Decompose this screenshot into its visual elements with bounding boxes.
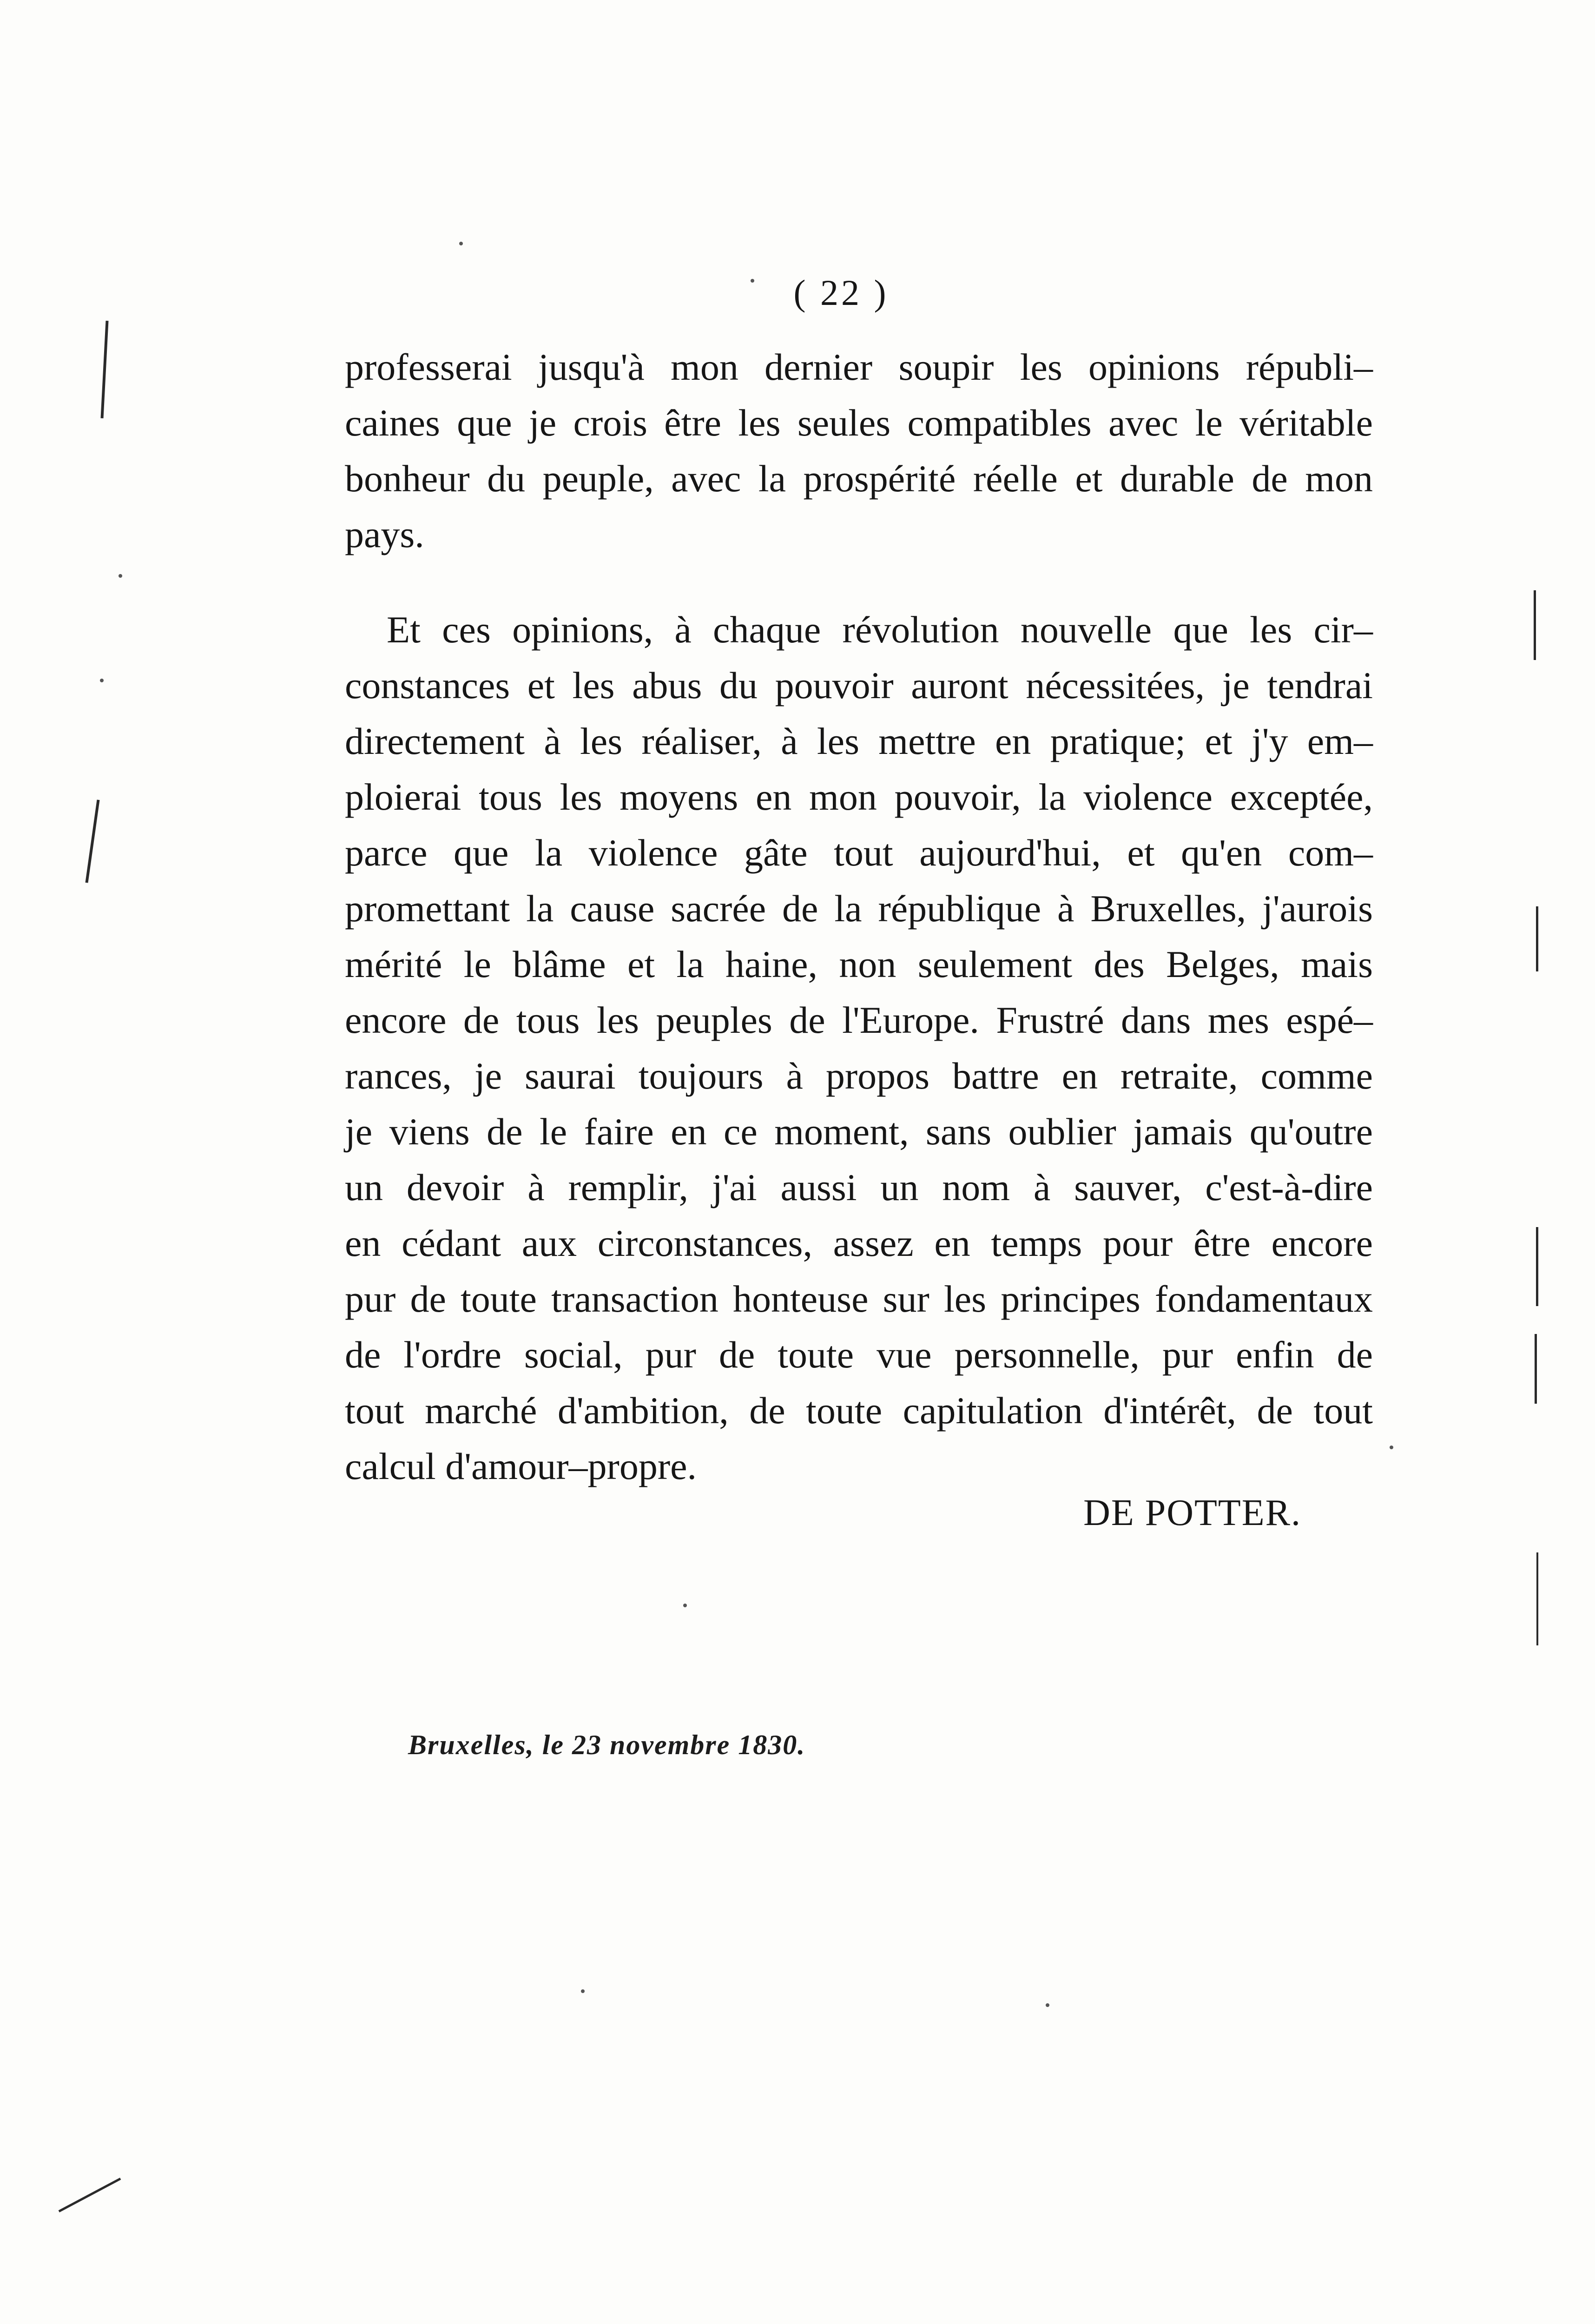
text-line: je viens de le faire en ce moment, sans oublier jamais qu'outre	[345, 1110, 1373, 1153]
text-line: pays.	[345, 513, 424, 555]
dateline: Bruxelles, le 23 novembre 1830.	[408, 1730, 806, 1760]
text-line: calcul d'amour–propre.	[345, 1445, 697, 1487]
scan-speck	[1390, 1446, 1393, 1449]
text-line: un devoir à remplir, j'ai aussi un nom à sauver, c'est-à-dire	[345, 1166, 1373, 1208]
scan-artifact-right-edge-2	[1536, 906, 1538, 971]
scan-speck	[683, 1604, 687, 1607]
scan-artifact-right-edge-3	[1536, 1227, 1538, 1306]
scan-speck	[100, 679, 104, 682]
text-line: Et ces opinions, à chaque révolution nouvelle que les cir–	[387, 608, 1373, 651]
text-line: parce que la violence gâte tout aujourd'hui, et qu'en com–	[345, 832, 1373, 874]
signature: DE POTTER.	[1083, 1492, 1301, 1533]
scan-artifact-left-stroke-bottom	[59, 2178, 121, 2212]
text-line: rances, je saurai toujours à propos battre en retraite, comme	[345, 1055, 1373, 1097]
scan-artifact-left-rule-top	[101, 321, 109, 418]
scan-artifact-right-edge-4	[1535, 1334, 1537, 1404]
paragraph-2	[345, 602, 1373, 1494]
scan-artifact-right-edge-5	[1536, 1552, 1538, 1645]
text-line: professerai jusqu'à mon dernier soupir les opinions républi–	[345, 346, 1373, 388]
text-line: directement à les réaliser, à les mettre en pratique; et j'y em–	[345, 720, 1373, 762]
text-line: encore de tous les peuples de l'Europe. Frustré dans mes espé–	[345, 999, 1373, 1041]
scan-artifact-left-rule-middle	[86, 799, 100, 883]
text-line: bonheur du peuple, avec la prospérité réelle et durable de mon	[345, 457, 1373, 500]
scan-artifact-right-edge-1	[1534, 590, 1536, 660]
text-line: de l'ordre social, pur de toute vue personnelle, pur enfin de	[345, 1334, 1373, 1376]
scan-speck	[751, 279, 754, 283]
scan-speck	[1046, 2003, 1049, 2007]
scan-speck	[119, 574, 122, 578]
text-line: pur de toute transaction honteuse sur les principes fondamentaux	[345, 1278, 1373, 1320]
text-line: ploierai tous les moyens en mon pouvoir, la violence exceptée,	[345, 776, 1373, 818]
text-line: constances et les abus du pouvoir auront nécessitées, je tendrai	[345, 664, 1373, 706]
text-line: mérité le blâme et la haine, non seulement des Belges, mais	[345, 943, 1373, 985]
paragraph-1	[345, 339, 1373, 562]
text-line: promettant la cause sacrée de la république à Bruxelles, j'aurois	[345, 887, 1373, 930]
page-number: ( 22 )	[793, 272, 889, 313]
text-line: caines que je crois être les seules compatibles avec le véritable	[345, 402, 1373, 444]
scan-speck	[459, 242, 463, 245]
text-line: en cédant aux circonstances, assez en temps pour être encore	[345, 1222, 1373, 1264]
scan-speck	[581, 1989, 585, 1993]
text-line: tout marché d'ambition, de toute capitulation d'intérêt, de tout	[345, 1389, 1373, 1432]
